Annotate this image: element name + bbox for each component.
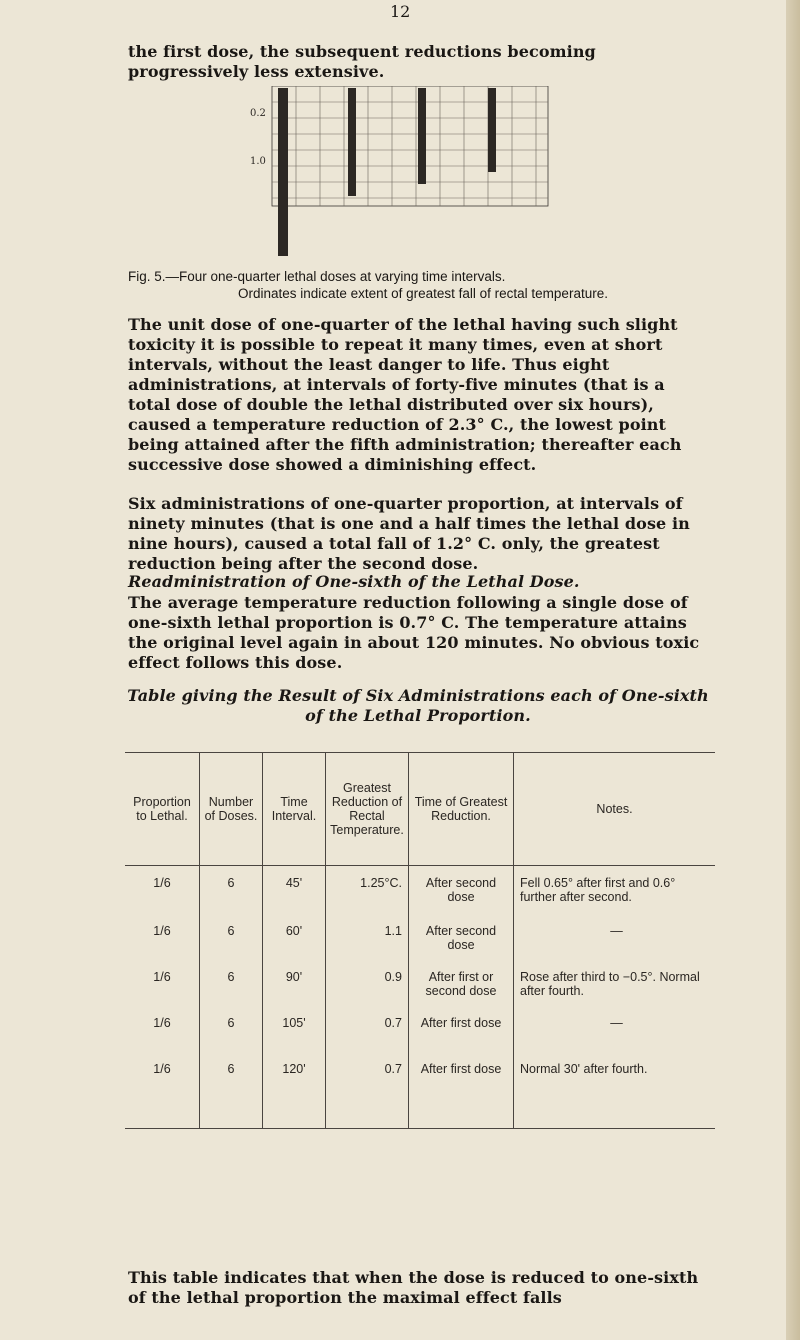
- figure-label-1-0: 1.0: [250, 156, 266, 167]
- cell-doses: 6: [200, 922, 263, 968]
- section-heading: Readministration of One-sixth of the Lethal Dose.: [128, 572, 580, 591]
- header-notes: Notes.: [514, 753, 716, 866]
- cell-doses: 6: [200, 866, 263, 923]
- cell-proportion: 1/6: [153, 1016, 171, 1030]
- cell-interval: 60': [263, 922, 326, 968]
- header-interval: Time Interval.: [263, 753, 326, 866]
- cell-notes: —: [514, 1014, 716, 1060]
- cell-notes: Rose after third to −0.5°. Normal after fourth.: [514, 968, 716, 1014]
- paragraph-readministration: The average temperature reduction following a single dose of one-sixth lethal proportion is 0.7° C. The temperature attains the original level again in about 120 minutes. No obvious toxic effect follows this dose.: [128, 593, 700, 672]
- cell-notes: Fell 0.65° after first and 0.6° further after second.: [514, 866, 716, 923]
- cell-interval: 90': [263, 968, 326, 1014]
- table-row: [125, 866, 715, 923]
- figure-caption: [128, 268, 718, 302]
- table-row: [125, 1014, 715, 1060]
- results-table: [125, 752, 715, 1129]
- table-row: [125, 922, 715, 968]
- cell-interval: 105': [263, 1014, 326, 1060]
- table-title: Table giving the Result of Six Administrations each of One-sixth of the Lethal Proportion.: [127, 686, 709, 725]
- header-doses: Number of Doses.: [200, 753, 263, 866]
- intro-paragraph: the first dose, the subsequent reductions becoming progressively less extensive.: [128, 42, 596, 81]
- page-number: 12: [390, 2, 411, 21]
- header-time: Time of Greatest Reduction.: [409, 753, 514, 866]
- cell-reduction: 0.7: [326, 1014, 409, 1060]
- table-header-row: [125, 753, 715, 866]
- cell-proportion: 1/6: [153, 970, 171, 984]
- figure-bar-4: [488, 88, 496, 172]
- cell-reduction: 0.9: [326, 968, 409, 1014]
- figure-caption-line-1: Fig. 5.—Four one-quarter lethal doses at varying time intervals.: [128, 269, 506, 284]
- cell-reduction: 1.1: [326, 922, 409, 968]
- cell-notes: Normal 30' after fourth.: [514, 1060, 716, 1129]
- figure-bar-3: [418, 88, 426, 184]
- cell-interval: 45': [263, 866, 326, 923]
- cell-proportion: 1/6: [153, 876, 171, 890]
- figure-bar-2: [348, 88, 356, 196]
- cell-proportion: 1/6: [153, 924, 171, 938]
- cell-time: After first dose: [409, 1060, 514, 1129]
- figure-label-0-2: 0.2: [250, 108, 266, 119]
- paragraph-unit-dose: The unit dose of one-quarter of the lethal having such slight toxicity it is possible to repeat it many times, even at short intervals, without the least danger to life. Thus eight administrations, at intervals of forty-five minutes (that is a total dose of double the lethal distributed over six hours), caused a temperature reduction of 2.3° C., the lowest point being attained after the fifth administration; thereafter each successive dose showed a diminishing effect.: [128, 315, 682, 474]
- header-reduction: Greatest Reduction of Rectal Temperature.: [326, 753, 409, 866]
- figure-bar-chart: [248, 86, 550, 261]
- cell-reduction: 0.7: [326, 1060, 409, 1129]
- cell-time: After first or second dose: [409, 968, 514, 1014]
- table-row: [125, 968, 715, 1014]
- figure-bar-1: [278, 88, 288, 256]
- cell-notes: —: [514, 922, 716, 968]
- cell-time: After second dose: [409, 922, 514, 968]
- header-proportion: Proportion to Lethal.: [125, 753, 200, 866]
- page-edge: [786, 0, 800, 1340]
- cell-interval: 120': [263, 1060, 326, 1129]
- cell-doses: 6: [200, 1060, 263, 1129]
- cell-doses: 6: [200, 1014, 263, 1060]
- figure-caption-line-2: Ordinates indicate extent of greatest fall of rectal temperature.: [238, 286, 608, 301]
- cell-time: After second dose: [409, 866, 514, 923]
- closing-paragraph: This table indicates that when the dose is reduced to one-sixth of the lethal proportion the maximal effect falls: [128, 1268, 699, 1307]
- cell-proportion: 1/6: [125, 1060, 200, 1129]
- table-row: [125, 1060, 715, 1129]
- cell-reduction: 1.25°C.: [326, 866, 409, 923]
- cell-time: After first dose: [409, 1014, 514, 1060]
- cell-doses: 6: [200, 968, 263, 1014]
- paragraph-six-administrations: Six administrations of one-quarter proportion, at intervals of ninety minutes (that is one and a half times the lethal dose in nine hours), caused a total fall of 1.2° C. only, the greatest reduction being after the second dose.: [128, 494, 690, 573]
